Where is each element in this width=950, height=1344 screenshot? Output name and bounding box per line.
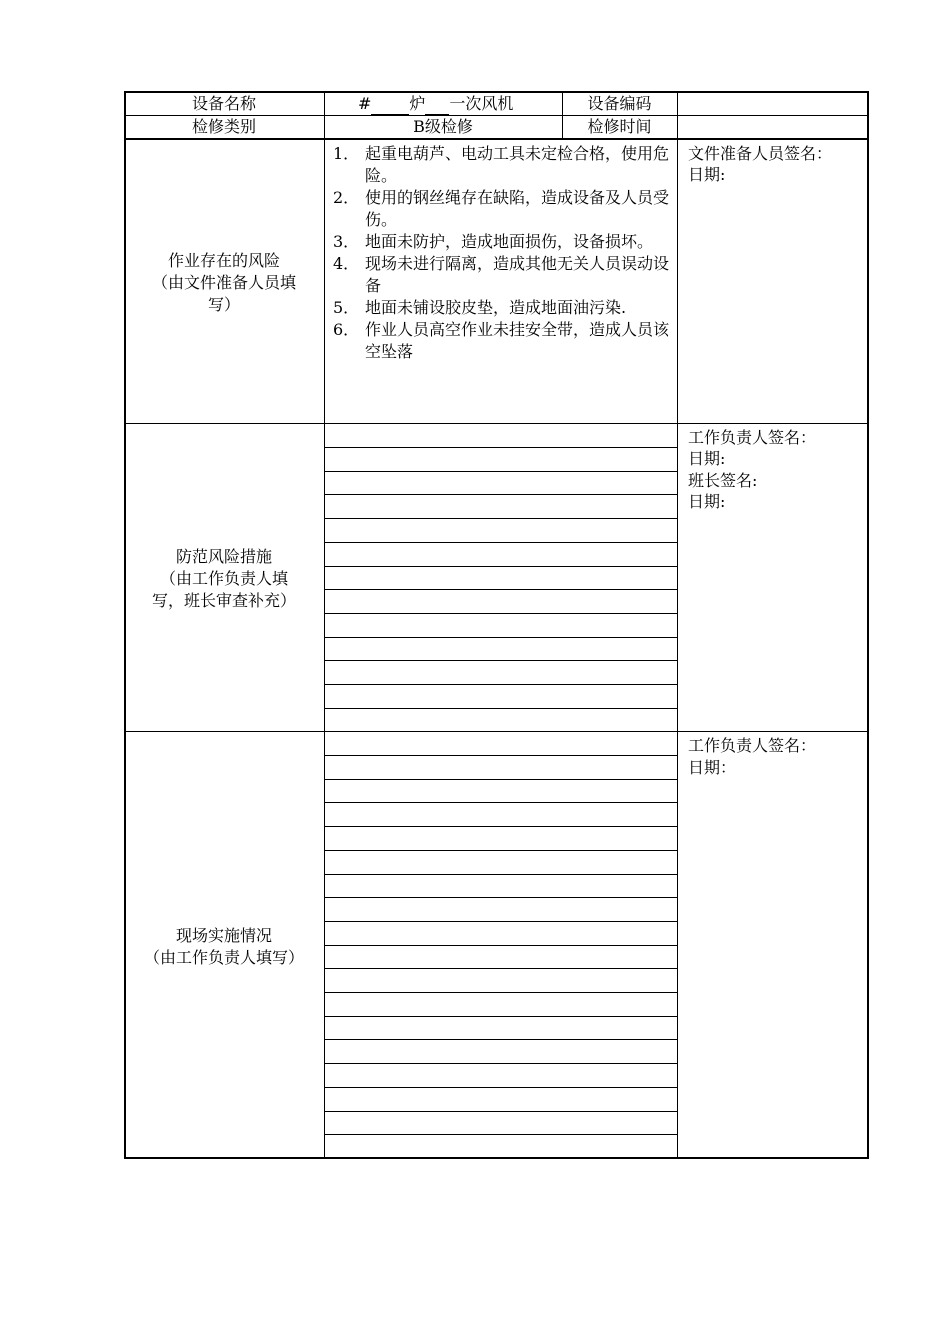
risk-sign-label: 文件准备人员签名：	[688, 144, 833, 163]
writing-line[interactable]	[324, 637, 677, 638]
writing-line[interactable]	[324, 660, 677, 661]
device-name-mid: 炉	[409, 94, 426, 113]
risk-date-label: 日期:	[688, 165, 726, 184]
col-divider-1	[324, 91, 325, 1159]
risk-label-line3: 写）	[207, 295, 240, 314]
risk-item	[333, 143, 673, 187]
writing-line[interactable]	[324, 566, 677, 567]
device-name-suffix: 一次风机	[449, 94, 514, 113]
row-divider-2	[124, 138, 869, 140]
repair-time-label: 检修时间	[587, 117, 652, 136]
unit-number-blank[interactable]	[371, 98, 409, 115]
risk-item	[333, 319, 673, 363]
risk-item	[333, 253, 673, 297]
prevention-section-label	[124, 546, 324, 612]
writing-line[interactable]	[324, 518, 677, 519]
risk-item-number: 2．	[333, 188, 360, 207]
implementation-date-label: 日期：	[688, 758, 737, 777]
risk-item-number: 3．	[333, 232, 360, 251]
prevention-label-line2: （由工作负责人填	[159, 569, 288, 588]
writing-line[interactable]	[324, 589, 677, 590]
writing-line[interactable]	[324, 850, 677, 851]
prevention-label-line1: 防范风险措施	[175, 547, 272, 566]
risk-item-text: 地面未铺设胶皮垫，造成地面油污染.	[365, 298, 627, 317]
risk-label-line2: （由文件准备人员填	[151, 273, 296, 292]
implementation-label-line1: 现场实施情况	[175, 926, 272, 945]
implementation-sign-label: 工作负责人签名：	[688, 736, 817, 755]
risk-item-text: 现场未进行隔离，造成其他无关人员误动设备	[365, 254, 670, 295]
device-name-label: 设备名称	[191, 94, 256, 113]
risk-item	[333, 297, 673, 319]
writing-line[interactable]	[324, 968, 677, 969]
risk-list	[333, 143, 673, 363]
writing-line[interactable]	[324, 826, 677, 827]
writing-line[interactable]	[324, 494, 677, 495]
writing-line[interactable]	[324, 755, 677, 756]
implementation-label-line2: （由工作负责人填写）	[143, 948, 304, 967]
prevention-date-label: 日期:	[688, 449, 726, 468]
risk-item-number: 4．	[333, 254, 360, 273]
risk-item-text: 使用的钢丝绳存在缺陷，造成设备及人员受伤。	[365, 188, 670, 229]
prevention-label-line3: 写，班长审查补充）	[151, 591, 296, 610]
device-name-value[interactable]	[358, 93, 513, 115]
writing-line[interactable]	[324, 992, 677, 993]
device-number-blank[interactable]	[425, 98, 449, 115]
risk-item	[333, 231, 673, 253]
device-code-label: 设备编码	[587, 94, 652, 113]
risk-section-label	[124, 250, 324, 316]
writing-line[interactable]	[324, 1039, 677, 1040]
writing-line[interactable]	[324, 802, 677, 803]
device-code-field[interactable]	[680, 93, 866, 115]
writing-line[interactable]	[324, 897, 677, 898]
risk-item-number: 6．	[333, 320, 360, 339]
implementation-section-label	[124, 925, 324, 969]
risk-item-text: 起重电葫芦、电动工具未定检合格，使用危险。	[365, 144, 670, 185]
leader-date-label: 日期:	[688, 492, 726, 511]
writing-line[interactable]	[324, 684, 677, 685]
writing-line[interactable]	[324, 945, 677, 946]
repair-type-value[interactable]: B级检修	[413, 117, 473, 136]
writing-line[interactable]	[324, 447, 677, 448]
writing-line[interactable]	[324, 779, 677, 780]
repair-type-label: 检修类别	[191, 117, 256, 136]
row-divider-4	[124, 731, 869, 732]
writing-line[interactable]	[324, 874, 677, 875]
row-divider-3	[124, 423, 869, 424]
writing-line[interactable]	[324, 1087, 677, 1088]
risk-item-number: 1．	[333, 144, 360, 163]
risk-item-text: 作业人员高空作业未挂安全带，造成人员该空坠落	[365, 320, 670, 361]
risk-item-text: 地面未防护，造成地面损伤，设备损坏。	[365, 232, 654, 251]
writing-line[interactable]	[324, 1016, 677, 1017]
writing-line[interactable]	[324, 613, 677, 614]
risk-label-line1: 作业存在的风险	[167, 251, 280, 270]
writing-line[interactable]	[324, 708, 677, 709]
col-divider-3	[677, 91, 678, 1159]
writing-line[interactable]	[324, 921, 677, 922]
risk-item-number: 5．	[333, 298, 360, 317]
writing-line[interactable]	[324, 1111, 677, 1112]
writing-line[interactable]	[324, 1134, 677, 1135]
writing-line[interactable]	[324, 471, 677, 472]
device-name-prefix: #	[358, 94, 372, 113]
repair-time-field[interactable]	[680, 116, 866, 138]
writing-line[interactable]	[324, 542, 677, 543]
leader-sign-label: 班长签名:	[688, 471, 758, 490]
risk-item	[333, 187, 673, 231]
prevention-sign-label: 工作负责人签名：	[688, 428, 817, 447]
writing-line[interactable]	[324, 1063, 677, 1064]
